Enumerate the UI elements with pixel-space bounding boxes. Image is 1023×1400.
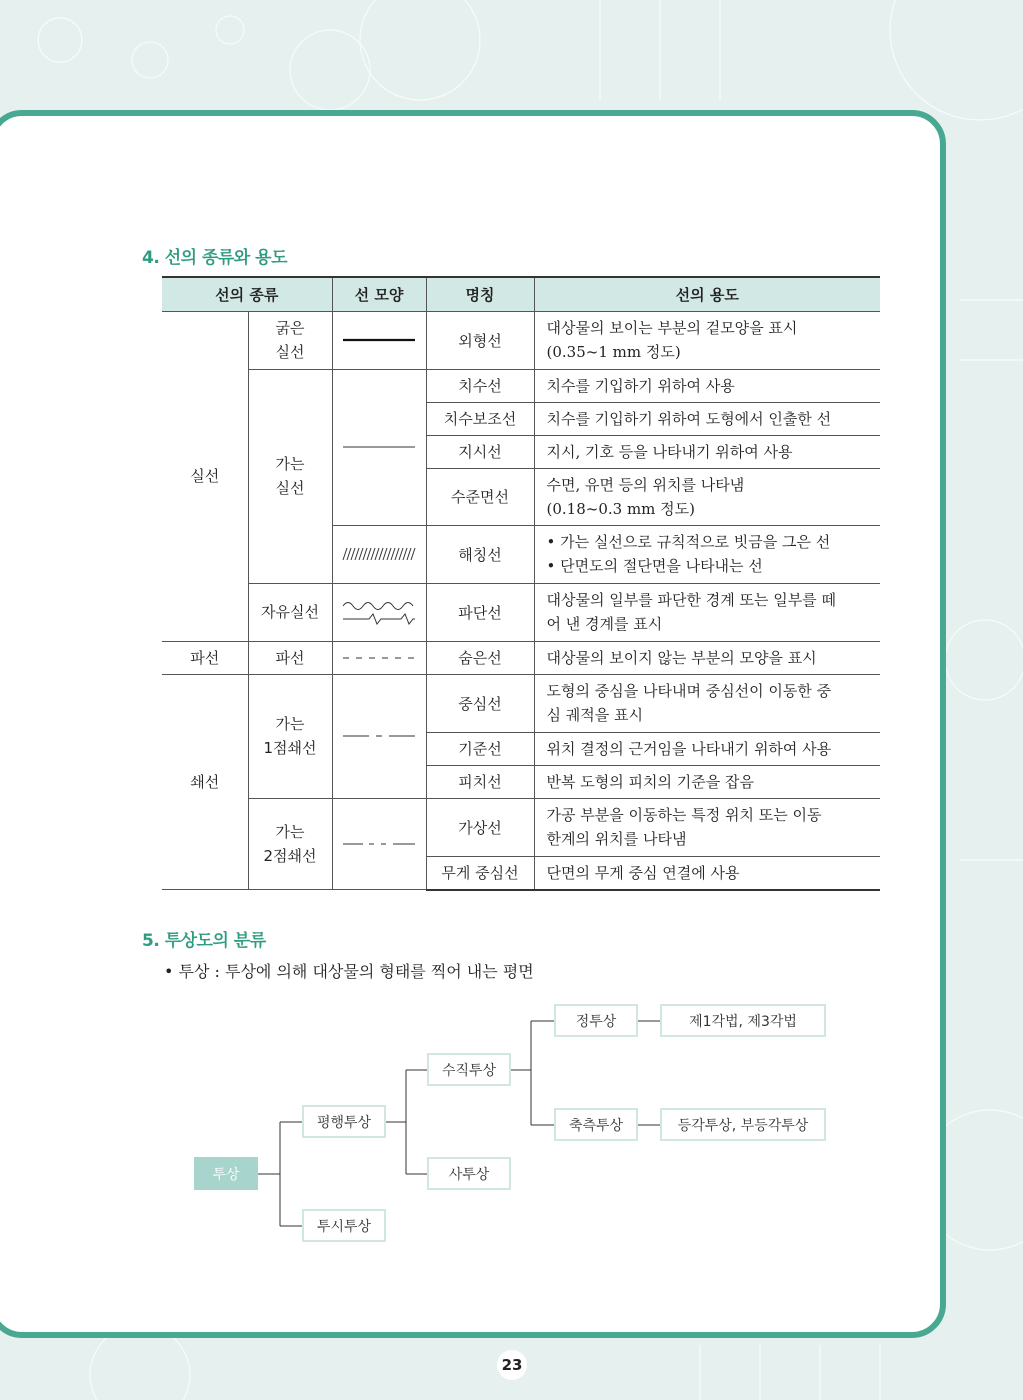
tree-node-perspective: 투시투상 — [302, 1209, 386, 1242]
hatching-icon — [341, 547, 417, 561]
one-dot-chain-line-icon — [341, 731, 417, 741]
name-extension: 치수보조선 — [426, 402, 534, 435]
name-center: 중심선 — [426, 674, 534, 732]
header-use: 선의 용도 — [534, 277, 880, 311]
tree-node-orthographic: 수직투상 — [427, 1053, 511, 1086]
name-hatching: 해칭선 — [426, 525, 534, 583]
use-extension: 치수를 기입하기 위하여 도형에서 인출한 선 — [534, 402, 880, 435]
name-outline: 외형선 — [426, 311, 534, 369]
use-centroid: 단면의 무게 중심 연결에 사용 — [534, 856, 880, 890]
shape-2chain — [332, 798, 426, 890]
use-hidden: 대상물의 보이지 않는 부분의 모양을 표시 — [534, 641, 880, 674]
use-center: 도형의 중심을 나타내며 중심선이 이동한 중 심 궤적을 표시 — [534, 674, 880, 732]
name-dimension: 치수선 — [426, 369, 534, 402]
subkind-thin-1chain: 가는 1점쇄선 — [248, 674, 332, 798]
shape-1chain — [332, 674, 426, 798]
name-centroid: 무게 중심선 — [426, 856, 534, 890]
table-row — [162, 641, 880, 674]
shape-hatching — [332, 525, 426, 583]
name-leader: 지시선 — [426, 435, 534, 468]
tree-node-oblique: 사투상 — [427, 1157, 511, 1190]
use-pitch: 반복 도형의 피치의 기준을 잡음 — [534, 765, 880, 798]
tree-node-root: 투상 — [194, 1157, 258, 1190]
shape-free-solid — [332, 583, 426, 641]
name-level: 수준면선 — [426, 468, 534, 525]
group-dashed: 파선 — [162, 641, 248, 674]
header-kind: 선의 종류 — [162, 277, 332, 311]
tree-node-normal-methods: 제1각법, 제3각법 — [660, 1004, 826, 1037]
subkind-thin-2chain: 가는 2점쇄선 — [248, 798, 332, 890]
use-imaginary: 가공 부분을 이동하는 특정 위치 또는 이동 한계의 위치를 나타냄 — [534, 798, 880, 856]
table-row — [162, 369, 880, 402]
section-5-title: 5. 투상도의 분류 — [142, 931, 266, 951]
thick-line-icon — [341, 335, 417, 345]
subkind-dashed: 파선 — [248, 641, 332, 674]
subkind-thin-solid: 가는 실선 — [248, 369, 332, 583]
name-imaginary: 가상선 — [426, 798, 534, 856]
thin-line-icon — [341, 442, 417, 452]
name-pitch: 피치선 — [426, 765, 534, 798]
section-4-title: 4. 선의 종류와 용도 — [142, 248, 287, 268]
group-chain: 쇄선 — [162, 674, 248, 890]
wavy-line-icon — [341, 597, 417, 627]
subkind-free-solid: 자유실선 — [248, 583, 332, 641]
use-break: 대상물의 일부를 파단한 경계 또는 일부를 떼 어 낸 경계를 표시 — [534, 583, 880, 641]
table-row — [162, 583, 880, 641]
tree-node-axonometric: 축측투상 — [554, 1108, 638, 1141]
use-level: 수면, 유면 등의 위치를 나타냄 (0.18~0.3 mm 정도) — [534, 468, 880, 525]
table-header-row — [162, 277, 880, 311]
shape-thick-solid — [332, 311, 426, 369]
subkind-thick-solid: 굵은 실선 — [248, 311, 332, 369]
table-row — [162, 311, 880, 369]
tree-node-parallel: 평행투상 — [302, 1105, 386, 1138]
use-leader: 지시, 기호 등을 나타내기 위하여 사용 — [534, 435, 880, 468]
tree-node-normal: 정투상 — [554, 1004, 638, 1037]
shape-thin-solid — [332, 369, 426, 525]
two-dot-chain-line-icon — [341, 839, 417, 849]
name-reference: 기준선 — [426, 732, 534, 765]
shape-dashed — [332, 641, 426, 674]
dashed-line-icon — [341, 653, 417, 663]
use-outline: 대상물의 보이는 부분의 겉모양을 표시 (0.35~1 mm 정도) — [534, 311, 880, 369]
header-shape: 선 모양 — [332, 277, 426, 311]
group-solid: 실선 — [162, 311, 248, 641]
line-types-table — [162, 276, 880, 891]
use-hatching: • 가는 실선으로 규칙적으로 빗금을 그은 선 • 단면도의 절단면을 나타내는 선 — [534, 525, 880, 583]
projection-definition: • 투상 : 투상에 의해 대상물의 형태를 찍어 내는 평면 — [164, 962, 534, 981]
name-hidden: 숨은선 — [426, 641, 534, 674]
use-reference: 위치 결정의 근거임을 나타내기 위하여 사용 — [534, 732, 880, 765]
header-name: 명칭 — [426, 277, 534, 311]
page-number: 23 — [497, 1350, 527, 1380]
name-break: 파단선 — [426, 583, 534, 641]
table-row — [162, 674, 880, 732]
tree-node-axonometric-types: 등각투상, 부등각투상 — [660, 1108, 826, 1141]
use-dimension: 치수를 기입하기 위하여 사용 — [534, 369, 880, 402]
table-row — [162, 798, 880, 856]
